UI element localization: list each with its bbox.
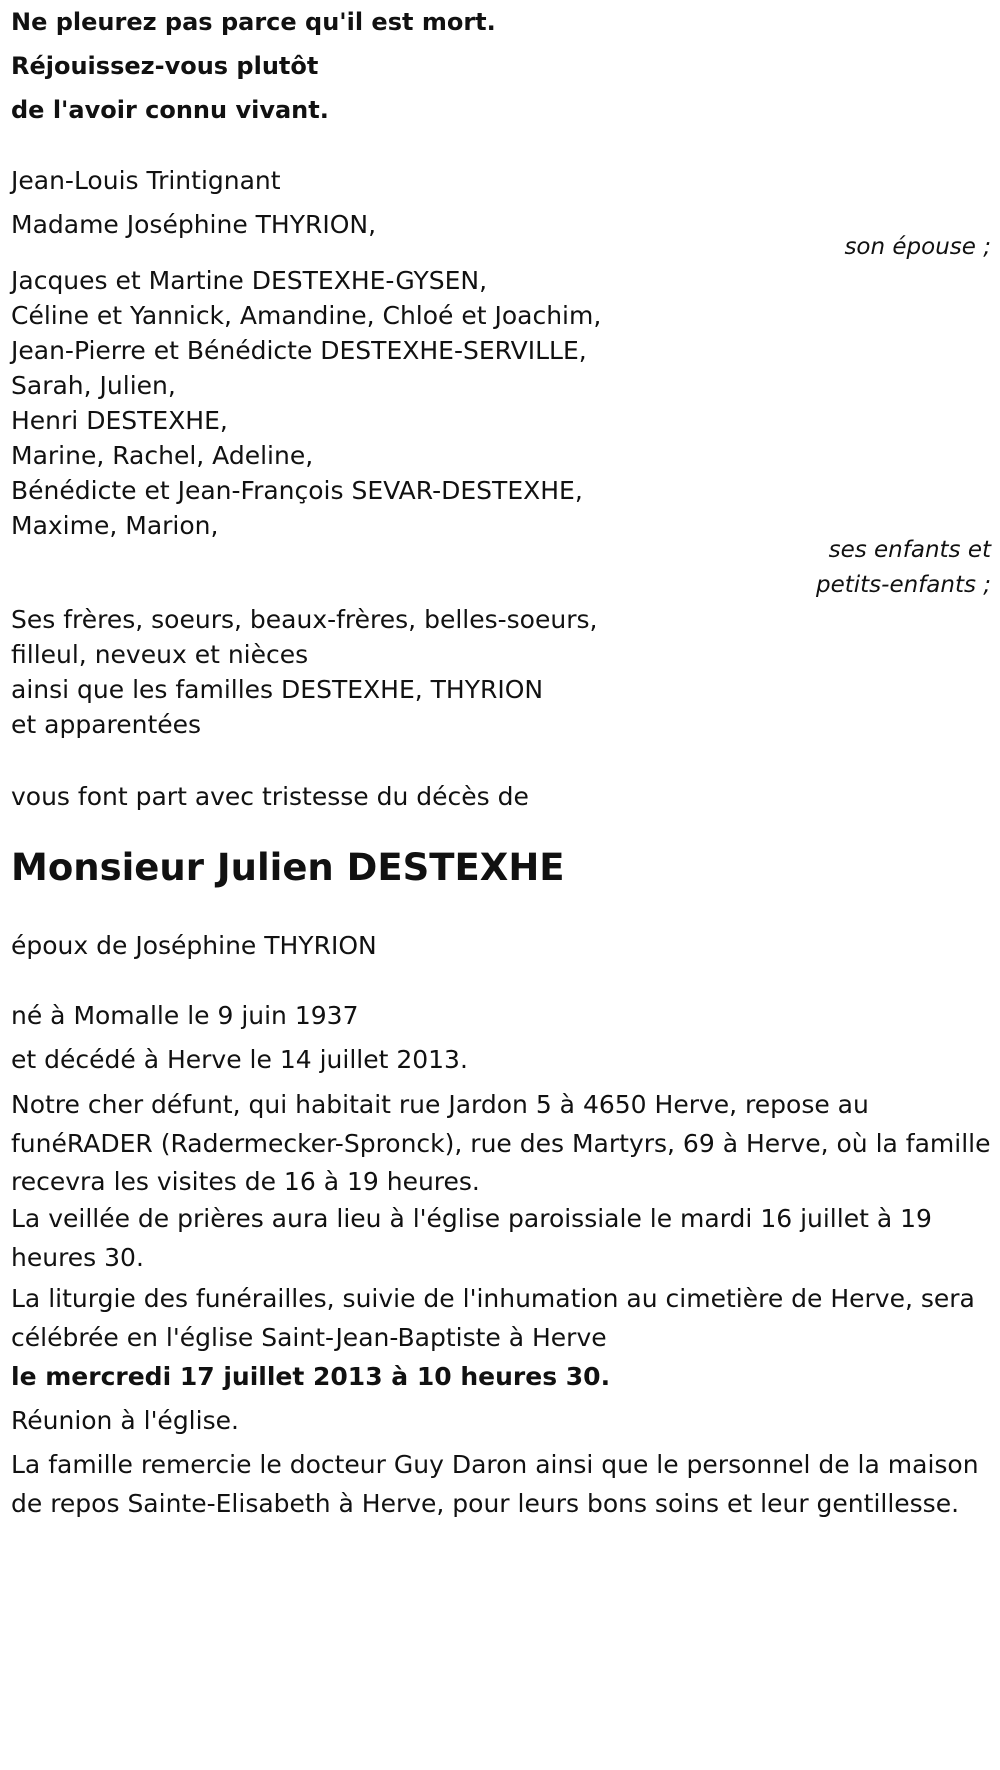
child-line-1: Jacques et Martine DESTEXHE-GYSEN,: [11, 266, 488, 295]
child-line-7: Bénédicte et Jean-François SEVAR-DESTEXHE,: [11, 476, 583, 505]
rests-paragraph: Notre cher défunt, qui habitait rue Jardon 5 à 4650 Herve, repose au funéRADER (Radermecker-Spronck), rue des Martyrs, 69 à Herve, où la famille recevra les visites de 16 à 19 heures.: [11, 1090, 991, 1196]
husband-of: époux de Joséphine THYRION: [11, 931, 377, 960]
quote-line-2: Réjouissez-vous plutôt: [11, 52, 319, 80]
spouse-name: Madame Joséphine THYRION,: [11, 210, 377, 239]
deceased-name: Monsieur Julien DESTEXHE: [11, 846, 565, 889]
quote-line-1: Ne pleurez pas parce qu'il est mort.: [11, 8, 496, 36]
family-line-3: ainsi que les familles DESTEXHE, THYRION: [11, 675, 544, 704]
spouse-role: son épouse ;: [844, 234, 991, 260]
family-line-2: filleul, neveux et nièces: [11, 640, 309, 669]
child-line-4: Sarah, Julien,: [11, 371, 176, 400]
child-line-5: Henri DESTEXHE,: [11, 406, 228, 435]
child-line-6: Marine, Rachel, Adeline,: [11, 441, 314, 470]
vigil-paragraph: La veillée de prières aura lieu à l'église paroissiale le mardi 16 juillet à 19 heures 30.: [11, 1204, 932, 1272]
children-role-1: ses enfants et: [828, 537, 991, 563]
death-info: et décédé à Herve le 14 juillet 2013.: [11, 1045, 468, 1074]
thanks-paragraph: La famille remercie le docteur Guy Daron ainsi que le personnel de la maison de repos Sainte-Elisabeth à Herve, pour leurs bons soins et leur gentillesse.: [11, 1450, 979, 1518]
child-line-2: Céline et Yannick, Amandine, Chloé et Joachim,: [11, 301, 602, 330]
child-line-8: Maxime, Marion,: [11, 511, 219, 540]
meeting-info: Réunion à l'église.: [11, 1406, 239, 1435]
quote-author: Jean-Louis Trintignant: [11, 166, 281, 195]
liturgy-paragraph: La liturgie des funérailles, suivie de l'inhumation au cimetière de Herve, sera célébrée en l'église Saint-Jean-Baptiste à Herve: [11, 1284, 975, 1352]
family-line-4: et apparentées: [11, 710, 202, 739]
funeral-date: le mercredi 17 juillet 2013 à 10 heures 30.: [11, 1362, 611, 1391]
children-role-2: petits-enfants ;: [815, 572, 991, 598]
birth-info: né à Momalle le 9 juin 1937: [11, 1001, 359, 1030]
quote-line-3: de l'avoir connu vivant.: [11, 96, 329, 124]
family-line-1: Ses frères, soeurs, beaux-frères, belles-soeurs,: [11, 605, 598, 634]
announcement: vous font part avec tristesse du décès de: [11, 782, 529, 811]
child-line-3: Jean-Pierre et Bénédicte DESTEXHE-SERVILLE,: [11, 336, 587, 365]
